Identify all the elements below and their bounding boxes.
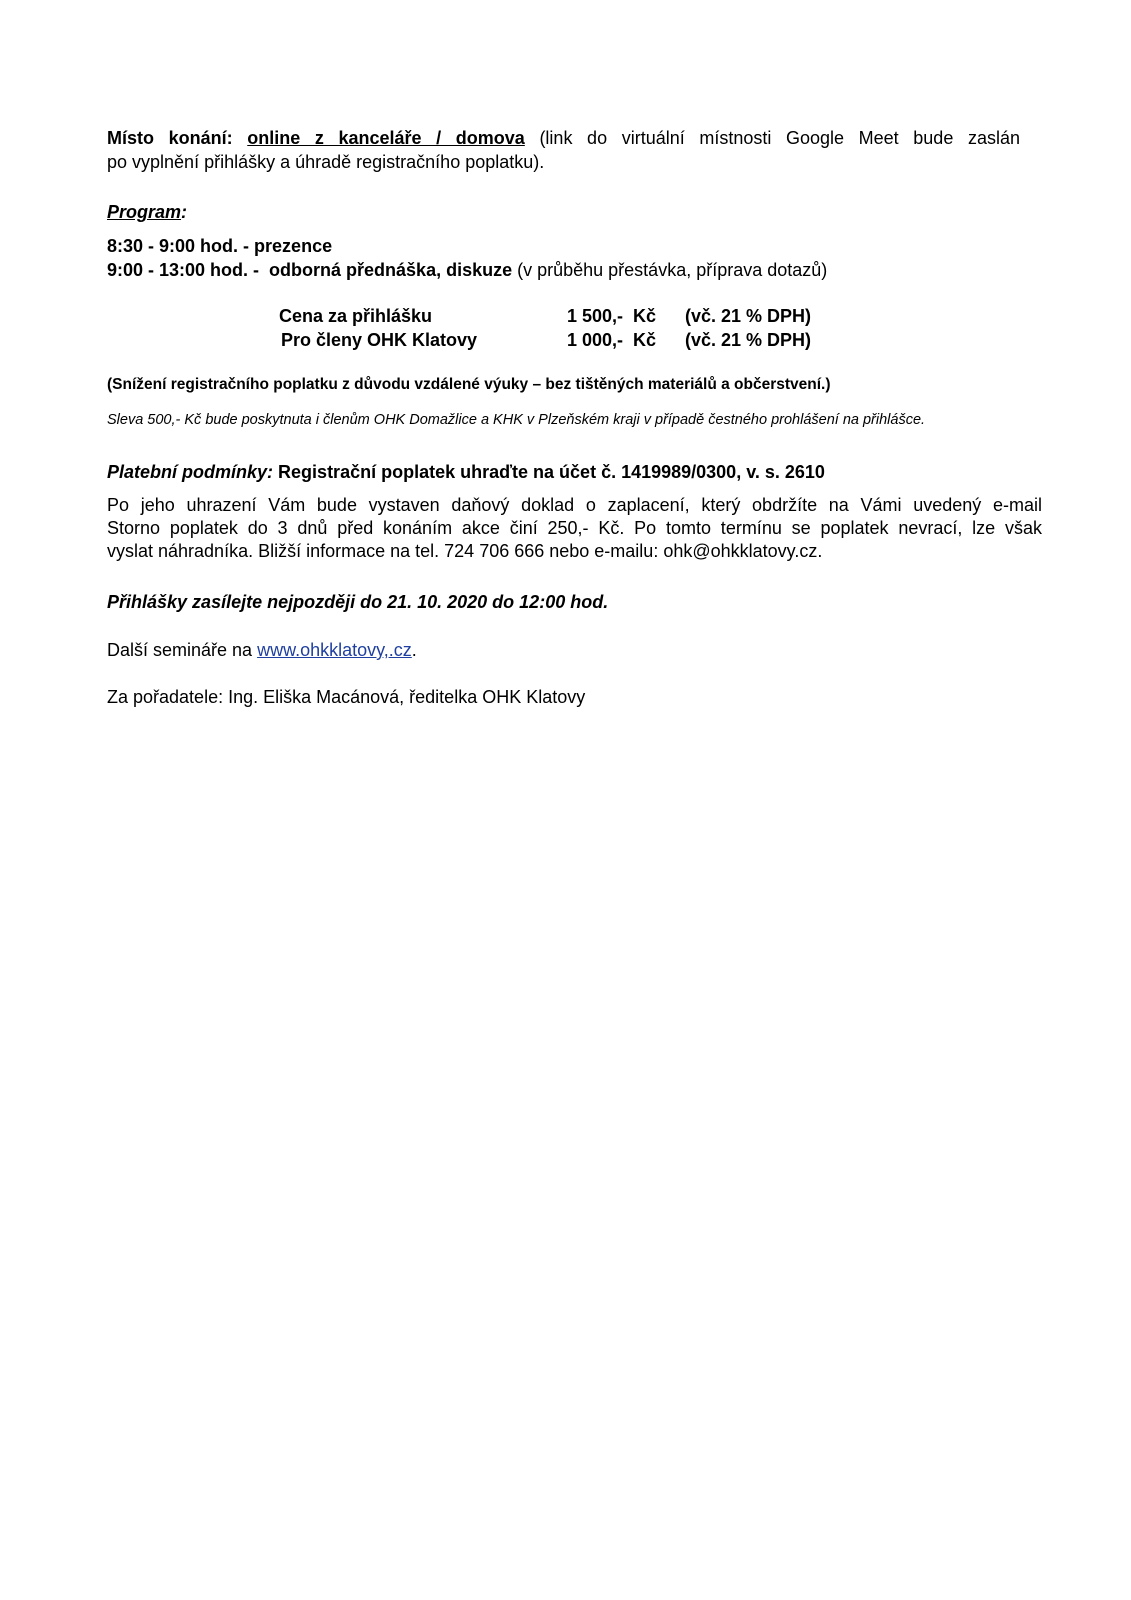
payment-label: Platební podmínky: bbox=[107, 462, 274, 482]
program-time: 8:30 - 9:00 hod. bbox=[107, 236, 239, 256]
program-item bbox=[107, 234, 1062, 258]
program-separator: - bbox=[248, 260, 270, 280]
venue-note-1: (link do virtuální místnosti Google Meet bude zaslán bbox=[539, 128, 1020, 148]
payment-text: Registrační poplatek uhraďte na účet č. 1419989/0300, v. s. 2610 bbox=[278, 462, 825, 482]
price-row bbox=[107, 304, 1062, 328]
venue-label: Místo konání: bbox=[107, 128, 233, 148]
signature: Za pořadatele: Ing. Eliška Macánová, ředitelka OHK Klatovy bbox=[107, 687, 586, 707]
venue-line-1 bbox=[107, 126, 1020, 150]
price-amount: 1 000,- Kč bbox=[567, 330, 657, 350]
program-time: 9:00 - 13:00 hod. bbox=[107, 260, 249, 280]
deadline-notice: Přihlášky zasílejte nejpozději do 21. 10. 2020 do 12:00 hod. bbox=[107, 592, 609, 612]
price-vat: (vč. 21 % DPH) bbox=[685, 330, 812, 350]
payment-heading bbox=[107, 460, 1062, 484]
price-vat: (vč. 21 % DPH) bbox=[685, 306, 812, 326]
price-table bbox=[107, 304, 1062, 352]
more-seminars-suffix: . bbox=[411, 640, 417, 660]
program-heading-text: Program bbox=[107, 202, 182, 222]
reduction-note: (Snížení registračního poplatku z důvodu vzdálené výuky – bez tištěných materiálů a občerstvení.) bbox=[107, 376, 831, 393]
price-label: Pro členy OHK Klatovy bbox=[281, 330, 478, 350]
seminars-link[interactable]: www.ohkklatovy,.cz bbox=[257, 640, 412, 660]
document-page bbox=[107, 126, 1062, 709]
program-activity: odborná přednáška, diskuze bbox=[269, 260, 513, 280]
more-seminars bbox=[107, 638, 1062, 662]
discount-note: Sleva 500,- Kč bude poskytnuta i členům OHK Domažlice a KHK v Plzeňském kraji v případě čestného prohlášení na přihlášce. bbox=[107, 412, 926, 428]
more-seminars-prefix: Další semináře na bbox=[107, 640, 258, 660]
program-heading bbox=[107, 200, 1062, 224]
program-heading-colon: : bbox=[181, 202, 188, 222]
venue-value: online z kanceláře / domova bbox=[247, 128, 525, 148]
price-label: Cena za přihlášku bbox=[279, 306, 433, 326]
payment-details bbox=[107, 494, 1062, 563]
program-activity: prezence bbox=[254, 236, 333, 256]
program-separator: - bbox=[238, 236, 255, 256]
payment-details-line: Po jeho uhrazení Vám bude vystaven daňový doklad o zaplacení, který obdržíte na Vámi uvedený e-mail bbox=[107, 495, 1042, 515]
program-item bbox=[107, 258, 1062, 282]
program-list bbox=[107, 234, 1062, 282]
payment-details-line: Storno poplatek do 3 dnů před konáním akce činí 250,- Kč. Po tomto termínu se poplatek nevrací, lze však bbox=[107, 518, 1042, 538]
price-amount: 1 500,- Kč bbox=[567, 306, 657, 326]
venue-note-2: po vyplnění přihlášky a úhradě registračního poplatku). bbox=[107, 152, 545, 172]
venue-block bbox=[107, 126, 1020, 174]
price-row bbox=[107, 328, 1062, 352]
program-note: (v průběhu přestávka, příprava dotazů) bbox=[512, 260, 828, 280]
payment-details-line: vyslat náhradníka. Bližší informace na tel. 724 706 666 nebo e-mailu: ohk@ohkklatovy.cz. bbox=[107, 541, 823, 561]
